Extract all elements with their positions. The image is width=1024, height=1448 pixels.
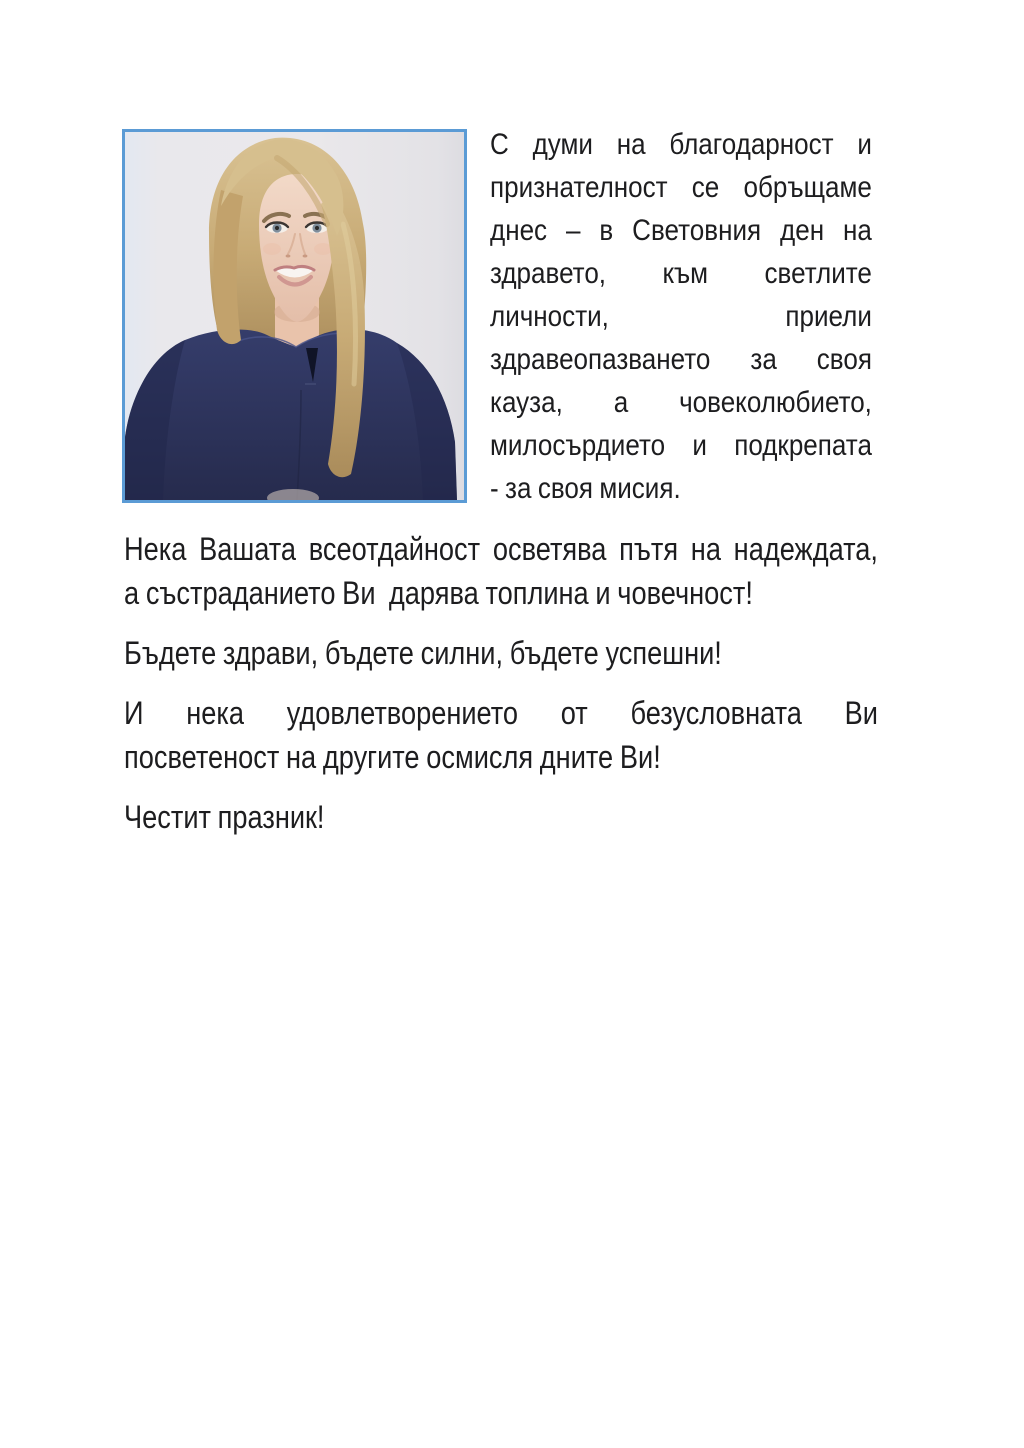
text-line: посветеност на другите осмисля дните Ви! bbox=[124, 739, 661, 775]
text-line: Честит празник! bbox=[124, 799, 325, 835]
text-line: Бъдете здрави, бъдете силни, бъдете успешни! bbox=[124, 635, 722, 671]
eye-right-pupil bbox=[315, 226, 319, 230]
text-line: здравеопазването за своя bbox=[490, 343, 872, 376]
paragraph-greeting bbox=[124, 795, 878, 839]
text-line: а състраданието Ви дарява топлина и човечност! bbox=[124, 575, 753, 611]
intro-paragraph bbox=[490, 123, 872, 510]
text-line: днес – в Световния ден на bbox=[490, 214, 872, 247]
portrait-photo bbox=[125, 132, 464, 500]
body-paragraphs bbox=[124, 527, 1024, 855]
paragraph-dedication bbox=[124, 527, 878, 615]
portrait-photo-frame bbox=[122, 129, 467, 503]
cheek-left bbox=[263, 243, 281, 255]
text-line: здравето, към светлите bbox=[490, 257, 872, 290]
text-line: И нека удовлетворението от безусловната Ви bbox=[124, 695, 878, 731]
text-line: Нека Вашата всеотдайност осветява пътя на надеждата, bbox=[124, 531, 878, 567]
text-line: милосърдието и подкрепата bbox=[490, 429, 872, 462]
paragraph-satisfaction bbox=[124, 691, 878, 779]
text-line: признателност се обръщаме bbox=[490, 171, 872, 204]
nostril-right bbox=[303, 255, 308, 258]
text-line: С думи на благодарност и bbox=[490, 128, 872, 161]
cheek-right bbox=[314, 243, 332, 255]
eye-left-pupil bbox=[275, 226, 279, 230]
text-line: личности, приели bbox=[490, 300, 872, 333]
text-line: - за своя мисия. bbox=[490, 472, 681, 505]
paragraph-wishes bbox=[124, 631, 878, 675]
nostril-left bbox=[286, 255, 291, 258]
text-line: кауза, а човеколюбието, bbox=[490, 386, 872, 419]
